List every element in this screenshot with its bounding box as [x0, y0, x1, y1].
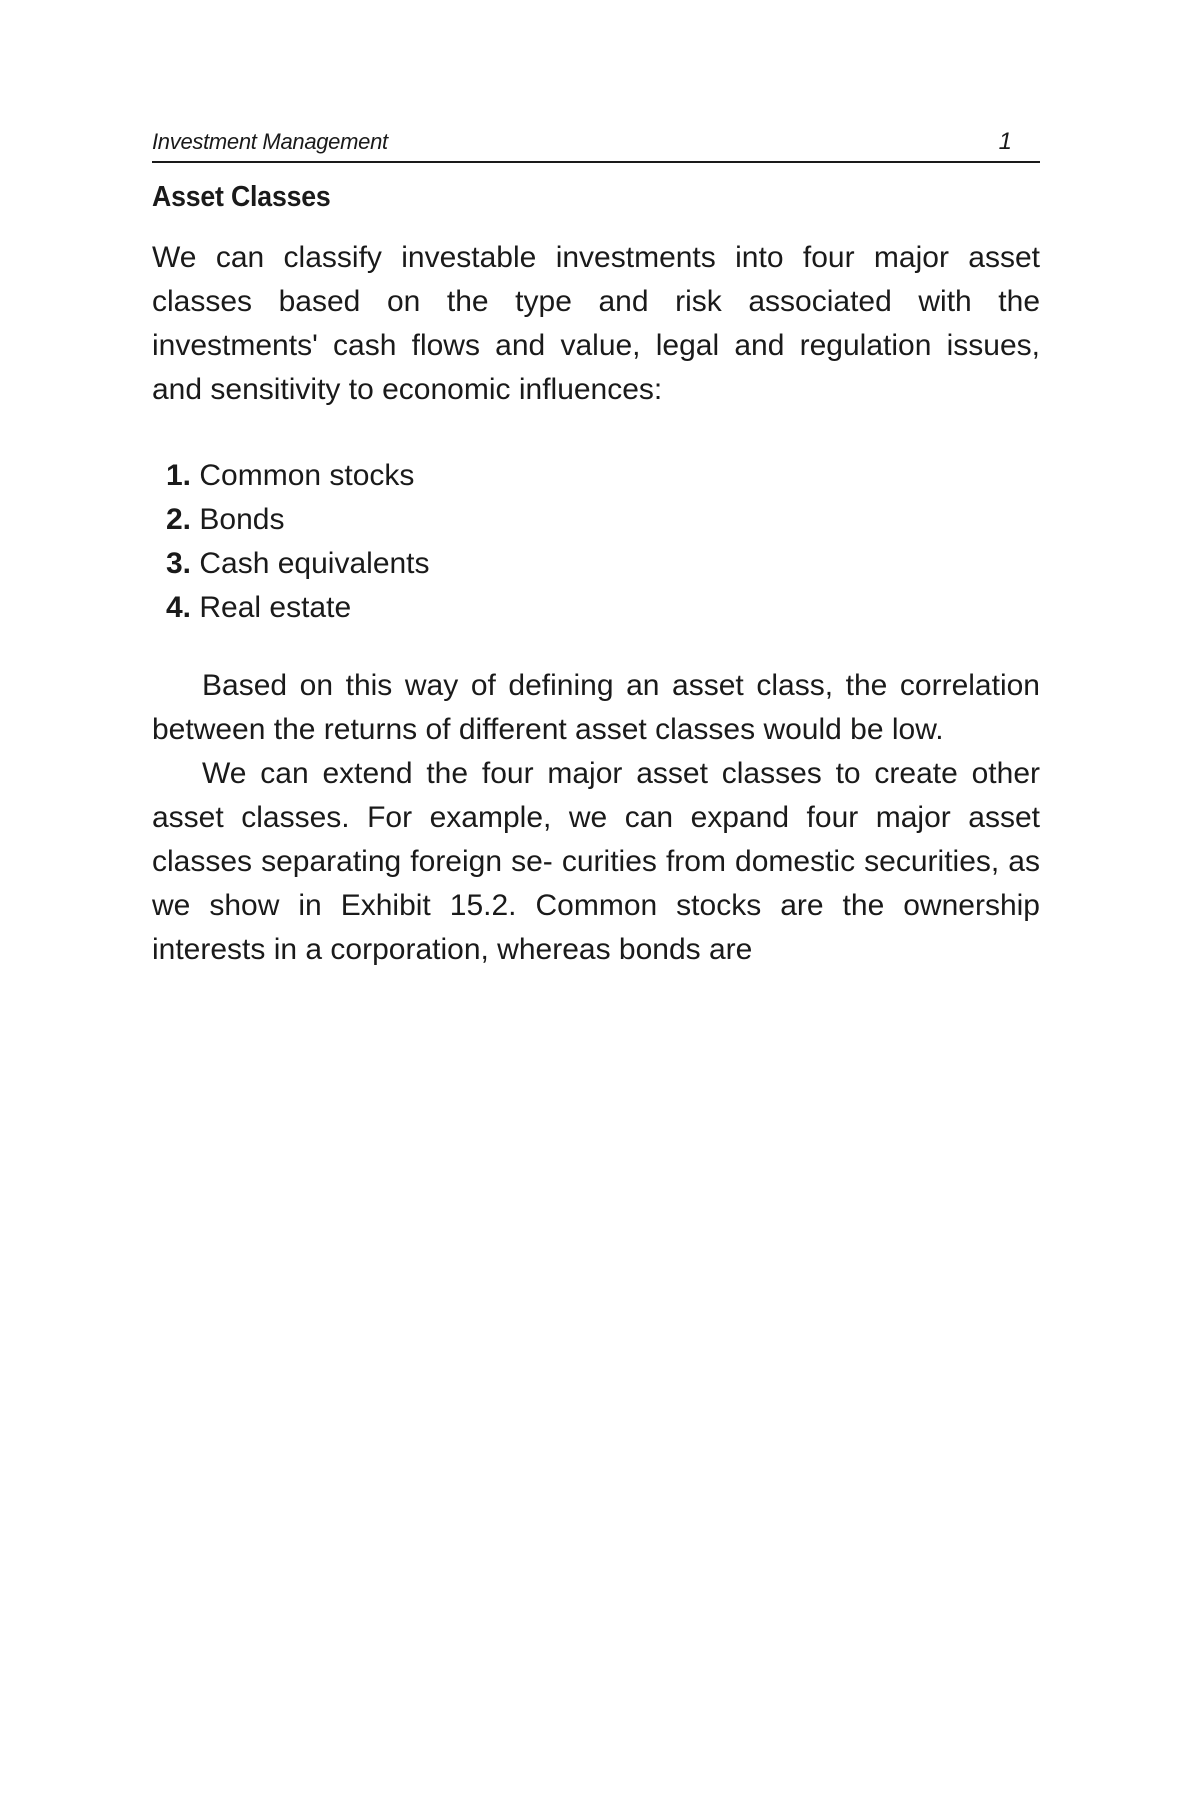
list-item-label: Common stocks: [199, 459, 415, 492]
list-item: [166, 454, 1040, 498]
list-item-label: Cash equivalents: [199, 547, 430, 580]
list-item-label: Real estate: [199, 591, 352, 624]
list-item-number: 1.: [166, 459, 192, 492]
page-number: 1: [998, 128, 1012, 155]
running-title: Investment Management: [152, 129, 388, 154]
section-title: Asset Classes: [152, 181, 331, 213]
body-paragraph: We can extend the four major asset classes to create other asset classes. For example, we can expand four major asset classes separating foreign se- curities from domestic securities, as we show in Exhibit 15.2. Common stocks are the ownership interests in a corporation, whereas bonds are: [152, 757, 1040, 966]
document-page: [152, 125, 1040, 972]
list-item-number: 3.: [166, 547, 192, 580]
list-item: [166, 498, 1040, 542]
intro-paragraph: We can classify investable investments into four major asset classes based on the type and risk associated with the investments' cash flows and value, legal and regulation issues, and sensitivity to economic influences:: [152, 241, 1040, 406]
body-paragraph: Based on this way of defining an asset class, the correlation between the returns of different asset classes would be low.: [152, 669, 1040, 746]
list-item-label: Bonds: [199, 503, 285, 536]
running-header: [152, 125, 1040, 163]
asset-class-list: [166, 454, 1040, 630]
list-item: [166, 542, 1040, 586]
list-item: [166, 586, 1040, 630]
list-item-number: 2.: [166, 503, 192, 536]
list-item-number: 4.: [166, 591, 192, 624]
